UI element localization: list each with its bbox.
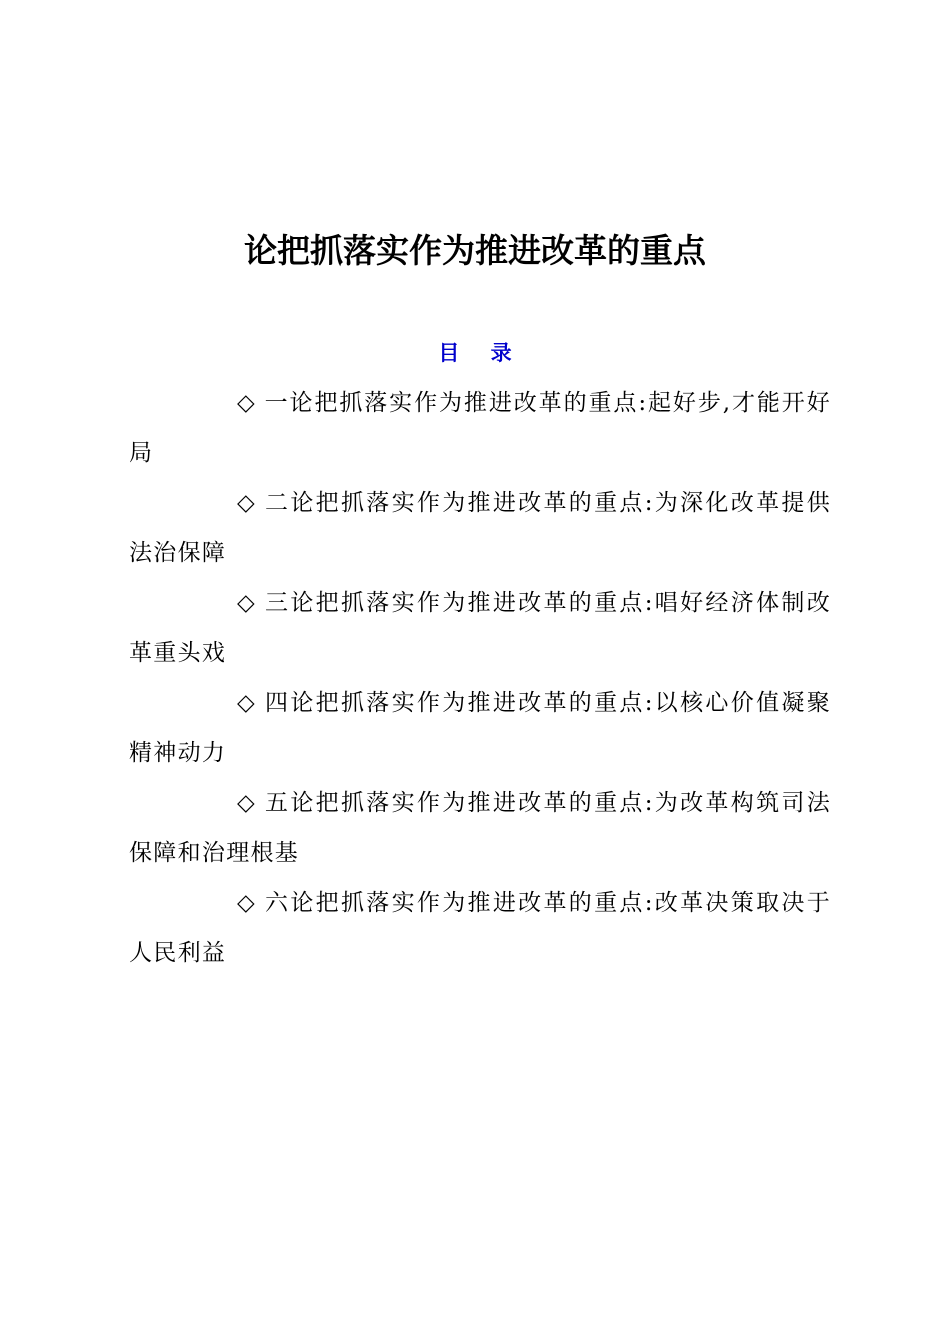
toc-item-text: 四论把抓落实作为推进改革的重点:以核心价值凝聚精神动力 <box>129 690 831 766</box>
toc-item-2 <box>129 478 831 578</box>
document-title: 论把抓落实作为推进改革的重点 <box>244 231 706 270</box>
diamond-bullet-icon: ◇ <box>237 890 256 916</box>
diamond-bullet-icon: ◇ <box>237 490 256 516</box>
diamond-bullet-icon: ◇ <box>237 390 256 416</box>
toc-item-5 <box>129 778 831 878</box>
toc-item-text: 五论把抓落实作为推进改革的重点:为改革构筑司法保障和治理根基 <box>129 790 831 866</box>
toc-heading: 目 录 <box>438 340 524 365</box>
table-of-contents <box>129 378 831 978</box>
toc-item-text: 一论把抓落实作为推进改革的重点:起好步,才能开好局 <box>129 390 831 466</box>
toc-item-6 <box>129 878 831 978</box>
toc-item-text: 三论把抓落实作为推进改革的重点:唱好经济体制改革重头戏 <box>129 590 831 666</box>
diamond-bullet-icon: ◇ <box>237 690 256 716</box>
diamond-bullet-icon: ◇ <box>237 590 256 616</box>
diamond-bullet-icon: ◇ <box>237 790 256 816</box>
toc-item-4 <box>129 678 831 778</box>
toc-item-text: 六论把抓落实作为推进改革的重点:改革决策取决于人民利益 <box>129 890 831 966</box>
toc-item-1 <box>129 378 831 478</box>
toc-item-text: 二论把抓落实作为推进改革的重点:为深化改革提供法治保障 <box>129 490 831 566</box>
toc-item-3 <box>129 578 831 678</box>
